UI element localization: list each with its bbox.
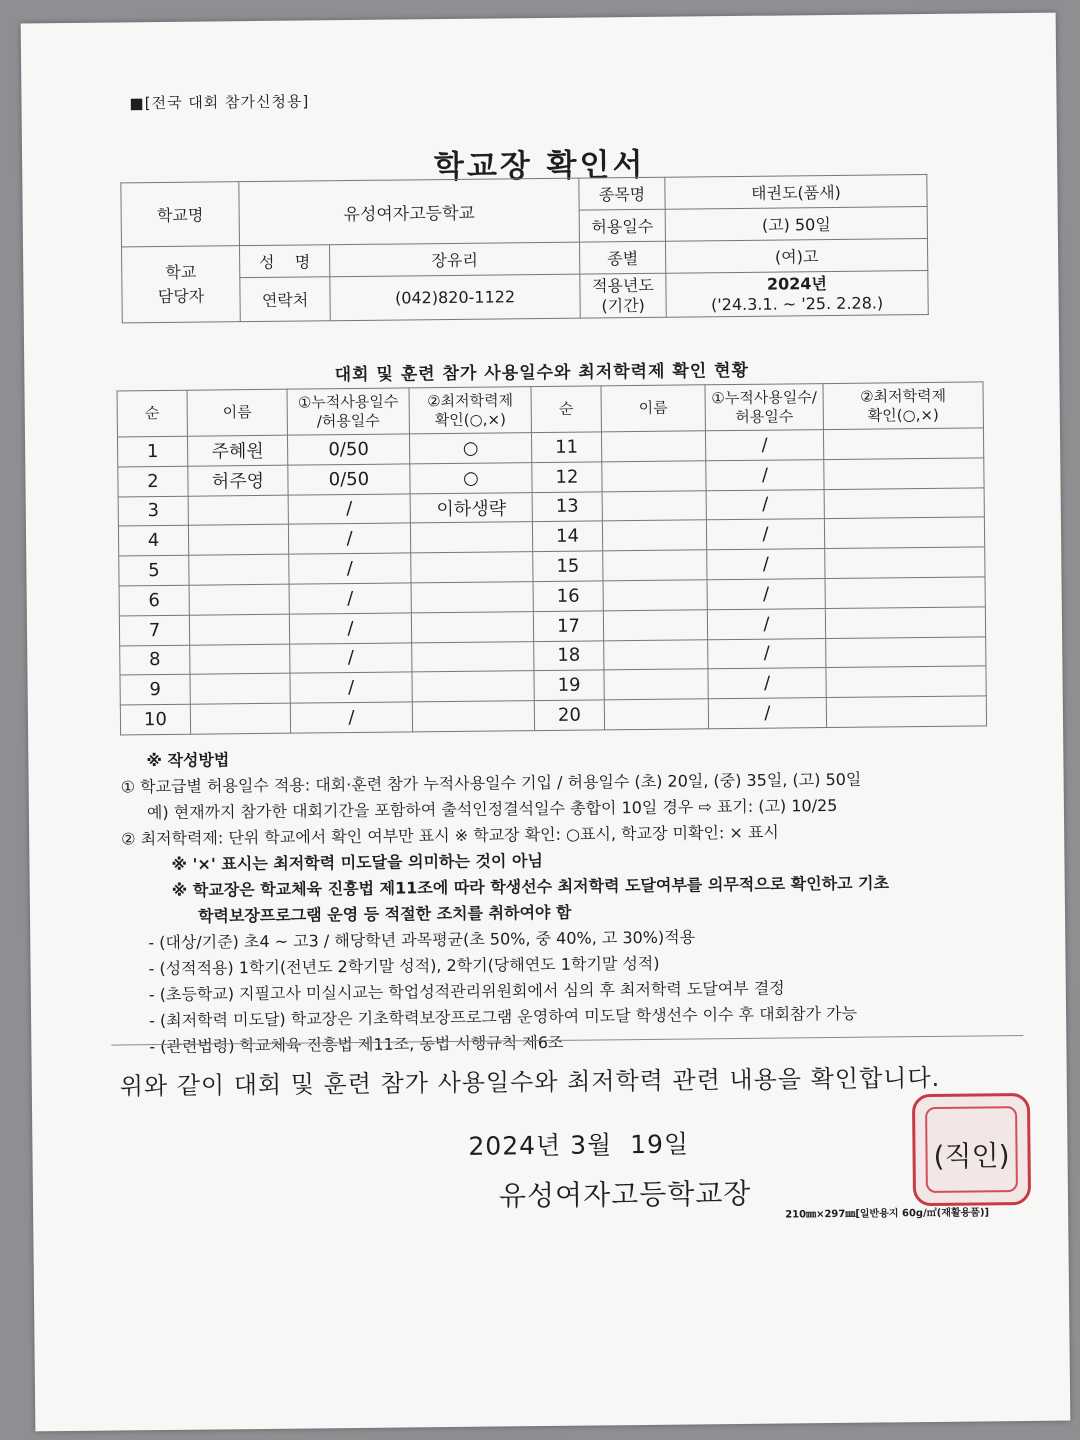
row-name: [190, 674, 290, 705]
row-no: 6: [119, 585, 189, 616]
row-no: 5: [119, 555, 189, 586]
row-no: 4: [118, 526, 188, 557]
page-title: 학교장 확인서: [433, 146, 646, 186]
row-check: [412, 701, 534, 732]
note-2: ② 최저학력제: 단위 학교에서 확인 여부만 표시 ※ 학교장 확인: ○표시, 학교장 미확인: × 표시: [121, 822, 779, 849]
col-header-days: ①누적사용일수 /허용일수: [287, 388, 409, 435]
row-name: [188, 495, 288, 526]
row-check2: [825, 577, 985, 608]
confirm-statement: 위와 같이 대회 및 훈련 참가 사용일수와 최저학력 관련 내용을 확인합니다.: [119, 1063, 941, 1101]
row-days2: /: [707, 579, 825, 610]
year-cell: [666, 270, 928, 317]
row-name: [189, 584, 289, 615]
detail-3: - (초등학교) 지필고사 미실시교는 학업성적관리위원회에서 심의 후 최저학력 도달여부 결정: [148, 978, 785, 1005]
row-no2: 18: [534, 640, 604, 671]
col-header-no: 순: [117, 390, 187, 437]
row-no: 1: [117, 436, 187, 467]
status-heading: 대회 및 훈련 참가 사용일수와 최저학력제 확인 현황: [334, 360, 750, 386]
instructions: [120, 739, 1023, 1060]
info-table: [120, 174, 928, 323]
document-page: [21, 13, 1071, 1432]
row-days: /: [289, 583, 411, 614]
row-no2: 20: [534, 700, 604, 731]
note-1a: ① 학교급별 허용일수 적용: 대회·훈련 참가 누적사용일수 기입 / 허용일수 (초) 20일, (중) 35일, (고) 50일: [120, 769, 862, 797]
row-check: [412, 671, 534, 702]
row-check2: [824, 458, 984, 489]
row-days: /: [289, 553, 411, 584]
row-check: [410, 522, 532, 553]
year-value: 2024년: [766, 273, 828, 294]
row-check2: [824, 487, 984, 518]
note-3: ※ '×' 표시는 최저학력 미도달을 의미하는 것이 아님: [171, 851, 543, 874]
col-header-name: 이름: [187, 389, 287, 436]
row-days2: /: [708, 668, 826, 699]
row-days2: /: [706, 519, 824, 550]
row-no: 3: [118, 496, 188, 527]
row-no2: 14: [532, 521, 602, 552]
row-days2: /: [707, 549, 825, 580]
status-table: [117, 381, 988, 735]
col-header-check: ②최저학력제 확인(○,×): [409, 387, 531, 434]
allowed-days-label: 허용일수: [579, 209, 665, 242]
detail-5: - (관련법령) 학교체육 진흥법 제11조, 동법 시행규칙 제6조: [149, 1032, 564, 1057]
row-name2: [603, 550, 707, 581]
row-no2: 17: [533, 611, 603, 642]
row-name: [189, 614, 289, 645]
row-days: /: [290, 642, 412, 673]
row-name: 허주영: [188, 465, 288, 496]
row-days: 0/50: [288, 464, 410, 495]
note-1b: 예) 현재까지 참가한 대회기간을 포함하여 출석인정결석일수 총합이 10일 경우 ⇨ 표기: (고) 10/25: [146, 795, 838, 823]
row-no2: 15: [533, 551, 603, 582]
row-days: /: [290, 672, 412, 703]
row-no: 2: [118, 466, 188, 497]
row-name2: [604, 699, 708, 730]
seal-label: (직인): [933, 1139, 1010, 1173]
note-4a: ※ 학교장은 학교체육 진흥법 제11조에 따라 학생선수 최저학력 도달여부를 의무적으로 확인하고 기초: [171, 873, 890, 900]
row-no2: 12: [532, 462, 602, 493]
col-header-days2: ①누적사용일수/ 허용일수: [705, 384, 823, 431]
row-days: /: [289, 613, 411, 644]
allowed-days-value: (고) 50일: [665, 206, 927, 241]
row-check: ○: [410, 462, 532, 493]
manager-name-value: 장유리: [329, 242, 579, 277]
row-no2: 13: [532, 491, 602, 522]
row-days: 0/50: [287, 434, 409, 465]
row-name2: [603, 580, 707, 611]
row-check: [411, 552, 533, 583]
paper-spec: 210㎜×297㎜[일반용지 60g/㎡(재활용품)]: [785, 1207, 990, 1221]
row-days2: /: [706, 489, 824, 520]
row-name2: [601, 431, 705, 462]
row-no2: 11: [531, 432, 601, 463]
col-header-check2: ②최저학력제 확인(○,×): [823, 382, 983, 430]
row-days2: /: [705, 430, 823, 461]
row-check: [412, 641, 534, 672]
col-header-no2: 순: [531, 386, 601, 433]
row-check: [411, 611, 533, 642]
row-no2: 16: [533, 581, 603, 612]
name-label: 성 명: [239, 245, 329, 278]
col-header-name2: 이름: [601, 385, 705, 432]
row-no: 8: [120, 645, 190, 676]
row-name2: [602, 461, 706, 492]
event-label: 종목명: [579, 177, 665, 210]
contact-label: 연락처: [240, 277, 330, 322]
row-name: 주혜원: [187, 435, 287, 466]
row-check2: [825, 607, 985, 638]
issue-date: 2024년 3월 19일: [468, 1129, 690, 1161]
row-days2: /: [707, 608, 825, 639]
row-no: 9: [120, 675, 190, 706]
row-days: /: [288, 523, 410, 554]
row-days2: /: [708, 698, 826, 729]
row-check: 이하생략: [410, 492, 532, 523]
row-no: 7: [119, 615, 189, 646]
row-days: /: [290, 702, 412, 733]
contact-value: (042)820-1122: [330, 274, 580, 321]
row-name: [190, 644, 290, 675]
row-check2: [823, 428, 983, 459]
row-name2: [602, 490, 706, 521]
school-label: 학교명: [121, 182, 240, 247]
row-check: [411, 582, 533, 613]
row-name2: [604, 639, 708, 670]
row-name: [189, 554, 289, 585]
gender-value: (여)고: [665, 238, 927, 273]
period-value: ('24.3.1. ~ '25. 2.28.): [711, 292, 884, 314]
row-name2: [602, 520, 706, 551]
official-seal: [912, 1093, 1031, 1206]
row-days2: /: [706, 459, 824, 490]
note-4b: 학력보장프로그램 운영 등 적절한 조치를 취하여야 함: [197, 902, 572, 926]
row-name: [190, 703, 290, 734]
detail-4: - (최저학력 미도달) 학교장은 기초학력보장프로그램 운영하여 미도달 학생선수 이수 후 대회참가 가능: [149, 1003, 858, 1031]
detail-1: - (대상/기준) 초4 ~ 고3 / 해당학년 과목평균(초 50%, 중 40%, 고 30%)적용: [148, 927, 696, 953]
detail-2: - (성적적용) 1학기(전년도 2학기말 성적), 2학기(당해연도 1학기말 성적): [148, 953, 660, 979]
row-no2: 19: [534, 670, 604, 701]
row-days: /: [288, 493, 410, 524]
row-check2: [826, 696, 986, 727]
row-check2: [824, 517, 984, 548]
row-check: ○: [409, 433, 531, 464]
row-name: [188, 525, 288, 556]
school-value: 유성여자고등학교: [239, 178, 580, 246]
event-value: 태권도(품새): [665, 174, 927, 209]
row-days2: /: [708, 638, 826, 669]
row-check2: [826, 636, 986, 667]
row-name2: [603, 610, 707, 641]
principal-title: 유성여자고등학교장: [498, 1176, 752, 1213]
doc-type-label: ■[전국 대회 참가신청용]: [129, 92, 310, 113]
manager-label: 학교 담당자: [122, 246, 241, 323]
gender-label: 종별: [579, 241, 665, 274]
row-name2: [604, 669, 708, 700]
row-check2: [825, 547, 985, 578]
notes-heading: ※ 작성방법: [146, 750, 230, 771]
row-no: 10: [120, 704, 190, 735]
row-check2: [826, 666, 986, 697]
year-label: 적용년도 (기간): [580, 273, 666, 318]
